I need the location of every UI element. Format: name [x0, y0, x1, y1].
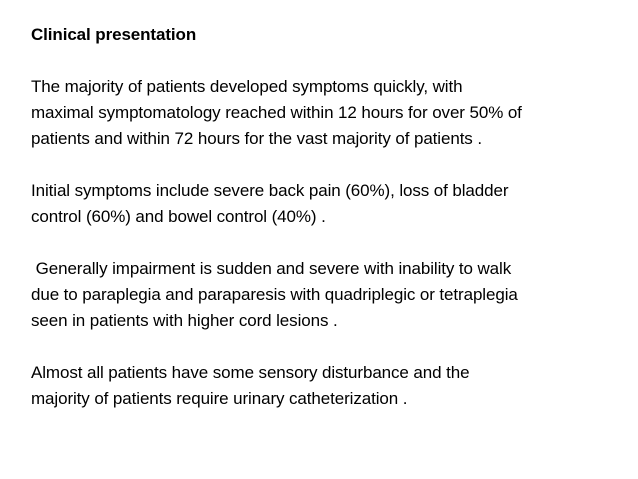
- text-line: The majority of patients developed symptoms quickly, with: [31, 77, 463, 96]
- text-line: majority of patients require urinary catheterization .: [31, 389, 408, 408]
- text-line: due to paraplegia and paraparesis with quadriplegic or tetraplegia: [31, 285, 518, 304]
- text-line: Almost all patients have some sensory disturbance and the: [31, 363, 470, 382]
- text-line: Initial symptoms include severe back pain (60%), loss of bladder: [31, 181, 509, 200]
- text-line: Generally impairment is sudden and severe with inability to walk: [31, 259, 512, 278]
- text-line: control (60%) and bowel control (40%) .: [31, 207, 326, 226]
- text-line: maximal symptomatology reached within 12 hours for over 50% of: [31, 103, 522, 122]
- paragraph-sensory: [31, 360, 621, 412]
- slide-title: Clinical presentation: [31, 25, 197, 44]
- slide-content: [31, 22, 621, 438]
- paragraph-onset: [31, 74, 621, 152]
- paragraph-impairment: [31, 256, 621, 334]
- text-line: patients and within 72 hours for the vast majority of patients .: [31, 129, 482, 148]
- text-line: seen in patients with higher cord lesions .: [31, 311, 338, 330]
- paragraph-initial-symptoms: [31, 178, 621, 230]
